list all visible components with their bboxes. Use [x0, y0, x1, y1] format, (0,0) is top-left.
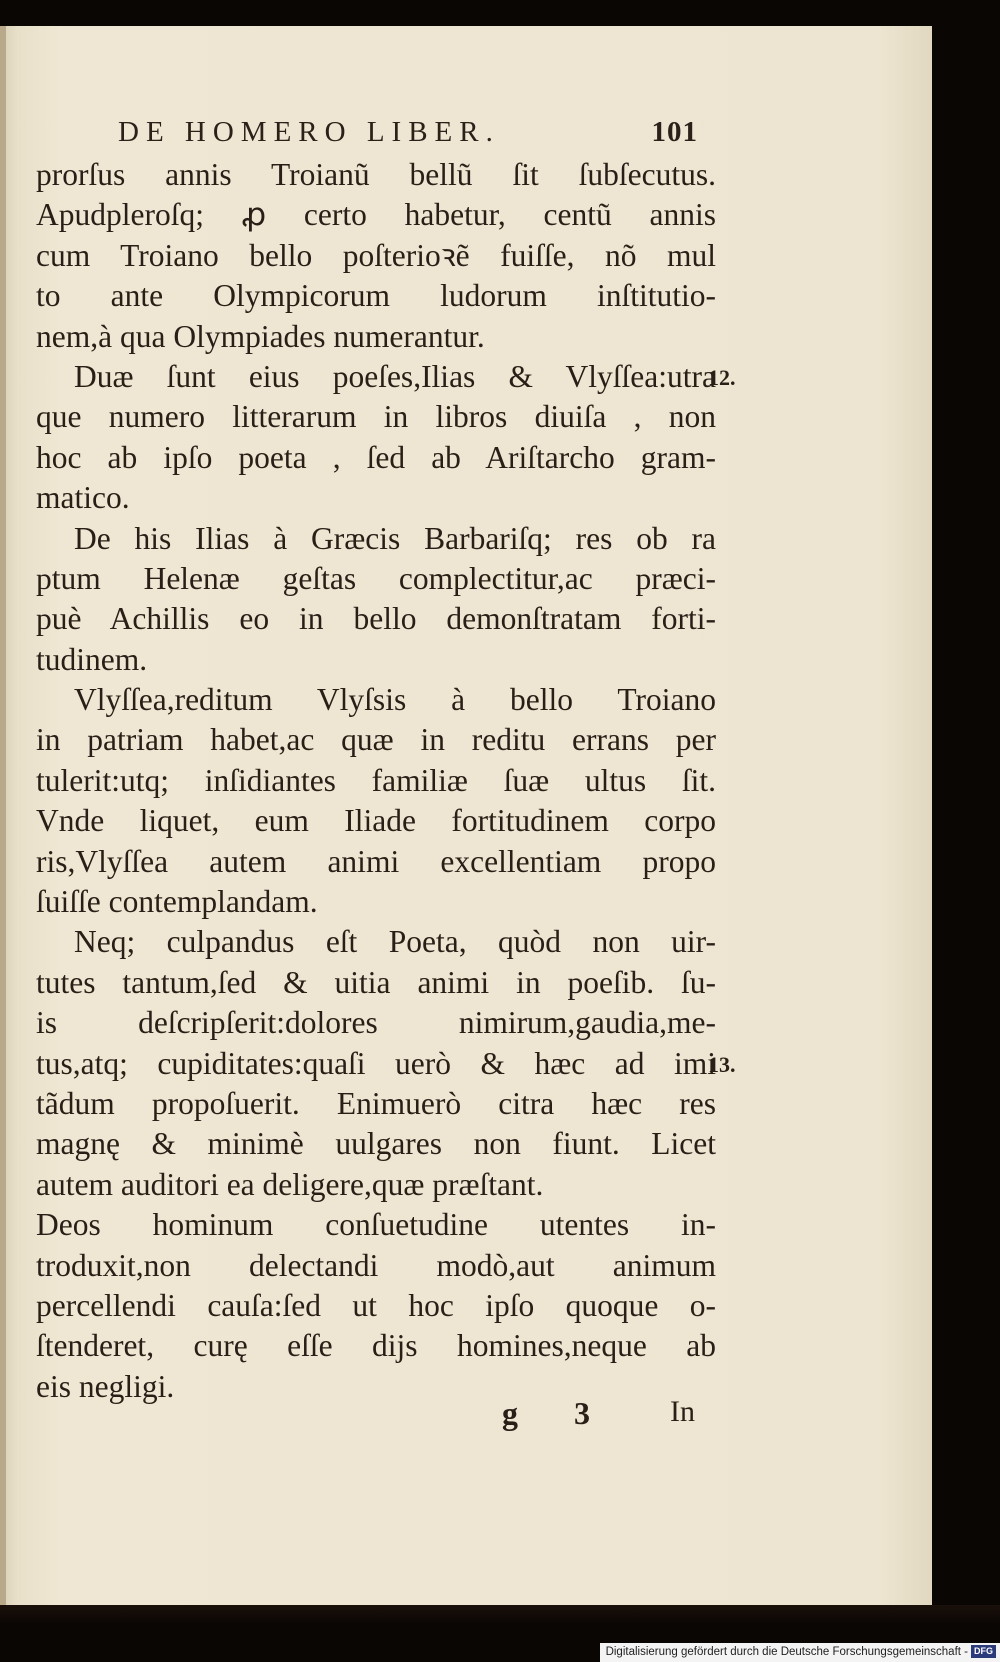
- text-line: nem,à qua Olympiades numerantur.: [36, 318, 485, 354]
- text-line: De his Ilias à Græcis Barbariſq; res ob ra: [74, 520, 716, 556]
- text-line: tutes tantum,ſed & uitia animi in poeſib. ſu-: [36, 964, 716, 1000]
- signature-mark: g 3: [502, 1395, 614, 1431]
- body-text: [36, 155, 716, 1407]
- text-line: tãdum propoſuerit. Enimuerò citra hæc res: [36, 1085, 716, 1121]
- credit-text: Digitalisierung gefördert durch die Deutsche Forschungsgemeinschaft -: [605, 1646, 968, 1658]
- text-line: tudinem.: [36, 641, 148, 677]
- text-line: percellendi cauſa:ſed ut hoc ipſo quoque o-: [36, 1287, 716, 1323]
- margin-note: 12.: [708, 365, 736, 390]
- text-line: tulerit:utq; inſidiantes familiæ ſuæ ultus ſit.: [36, 762, 716, 798]
- text-line: eis negligi.: [36, 1368, 175, 1404]
- text-line: matico.: [36, 480, 130, 516]
- text-line: puè Achillis eo in bello demonſtratam forti-: [36, 601, 716, 637]
- text-line: hoc ab ipſo poeta , ſed ab Ariſtarcho gram-: [36, 439, 716, 475]
- text-line: ſtenderet, curę eſſe dijs homines,neque ab: [36, 1328, 716, 1364]
- text-line: cum Troiano bello poſterioꝛẽ fuiſſe, nõ mul: [36, 237, 716, 273]
- text-line: Vnde liquet, eum Iliade fortitudinem corpo: [36, 803, 716, 839]
- text-line: ſuiſſe contemplandam.: [36, 884, 318, 920]
- digitization-credit: [600, 1643, 1000, 1662]
- text-line: to ante Olympicorum ludorum inſtitutio-: [36, 278, 716, 314]
- folio-number: 101: [651, 116, 698, 148]
- text-line: in patriam habet,ac quæ in reditu errans per: [36, 722, 716, 758]
- text-line: prorſus annis Troianũ bellũ ſit ſubſecutus.: [36, 157, 716, 192]
- text-line: Vlyſſea,reditum Vlyſsis à bello Troiano: [74, 682, 716, 718]
- text-line: ris,Vlyſſea autem animi excellentiam propo: [36, 843, 716, 879]
- running-title: DE HOMERO LIBER.: [118, 116, 500, 148]
- text-line: troduxit,non delectandi modò,aut animum: [36, 1247, 716, 1283]
- margin-note: 13.: [708, 1051, 736, 1077]
- text-line: tus,atq; cupiditates:quaſi uerò & hæc ad imi: [36, 1045, 716, 1081]
- text-line: ptum Helenæ geſtas complectitur,ac præci-: [36, 560, 716, 596]
- page-edge-shadow: [0, 1605, 1000, 1625]
- text-line: Apudpleroſq; ꝓ certo habetur, centũ annis: [36, 197, 716, 233]
- text-line: autem auditori ea deligere,quæ præſtant.: [36, 1166, 544, 1202]
- dfg-logo: DFG: [971, 1645, 996, 1658]
- text-line: Duæ ſunt eius poeſes,Ilias & Vlyſſea:utra: [74, 358, 716, 394]
- catchword: In: [670, 1395, 695, 1428]
- text-line: is deſcripſerit:dolores nimirum,gaudia,me-: [36, 1005, 716, 1041]
- text-line: que numero litterarum in libros diuiſa , non: [36, 399, 716, 435]
- text-line: magnę & minimè uulgares non fiunt. Licet: [36, 1126, 716, 1162]
- text-line: Deos hominum conſuetudine utentes in-: [36, 1207, 716, 1243]
- running-header: [118, 116, 698, 156]
- text-line: Neq; culpandus eſt Poeta, quòd non uir-: [74, 924, 716, 960]
